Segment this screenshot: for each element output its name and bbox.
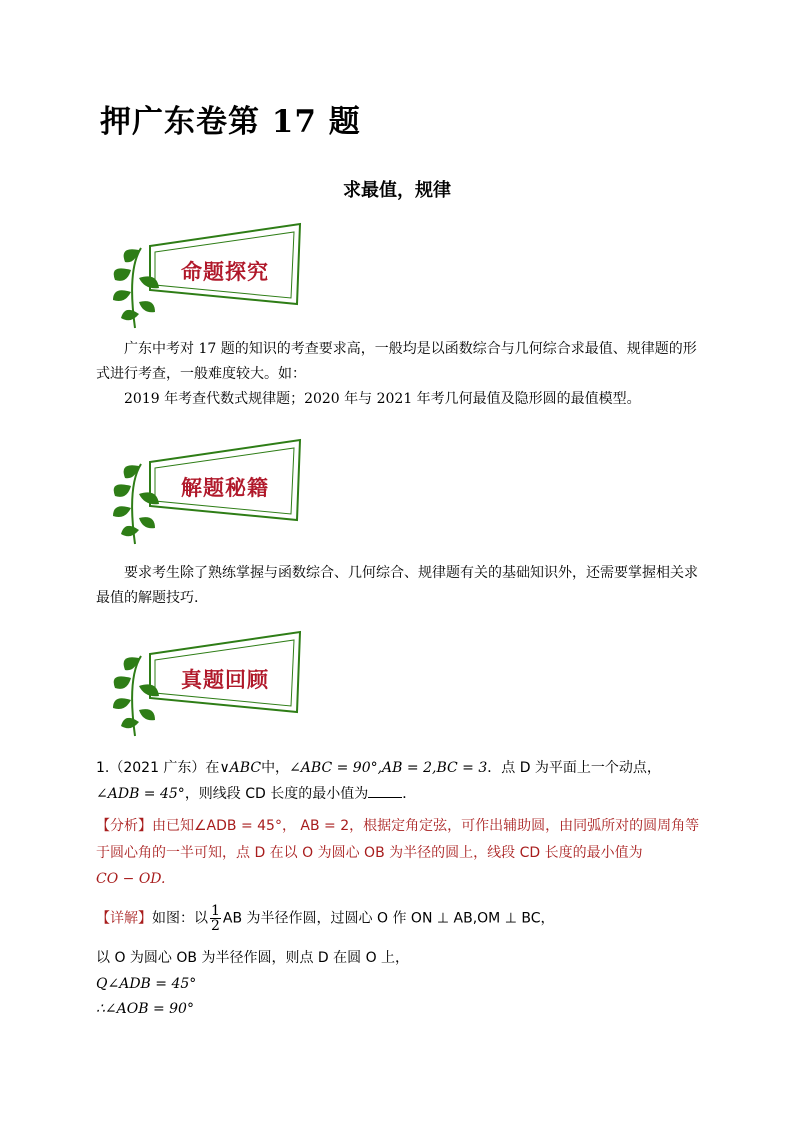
section-label: 命题探究 — [181, 259, 269, 284]
fraction-numerator: 1 — [211, 903, 220, 919]
analysis-line-1 — [96, 814, 706, 839]
detail-line-2: 以 O 为圆心 OB 为半径作圆，则点 D 在圆 O 上， — [96, 950, 410, 966]
analysis-line-3 — [96, 867, 706, 892]
page-subtitle: 求最值，规律 — [343, 180, 451, 201]
question-line-2 — [96, 782, 706, 807]
question-text: ．点 D 为平面上一个动点， — [487, 760, 661, 776]
section-banner-2 — [95, 434, 310, 552]
section-label: 真题回顾 — [181, 667, 269, 692]
detail-text: 如图：以 — [152, 910, 208, 927]
answer-blank[interactable] — [368, 783, 402, 798]
analysis-line-2: 于圆心角的一半可知，点 D 在以 O 为圆心 OB 为半径的圆上，线段 CD 长度的最小值为 — [96, 845, 643, 861]
intro-paragraph: 广东中考对 17 题的知识的考查要求高，一般均是以函数综合与几何综合求最值、规律题的形式进行考查，一般难度较大。如： — [96, 341, 697, 382]
section-label: 解题秘籍 — [181, 475, 269, 500]
detail-text: AB 为半径作圆，过圆心 O 作 ON ⊥ AB,OM ⊥ BC， — [222, 910, 555, 927]
fraction-denominator: 2 — [211, 918, 220, 934]
detail-line-4 — [96, 997, 706, 1022]
triangle-symbol: ∨ABC — [219, 760, 262, 776]
angle-condition: ∠ADB = 45° — [96, 786, 185, 802]
detail-tag: 【详解】 — [96, 910, 152, 927]
analysis-text: 由已知∠ADB = 45°， AB = 2，根据定角定弦，可作出辅助圆，由同弧所对的圆周角等 — [152, 818, 700, 834]
question-text: ，则线段 CD 长度的最小值为 — [184, 786, 369, 802]
analysis-tag: 【分析】 — [96, 818, 152, 834]
detail-formula: ∴∠AOB = 90° — [96, 1001, 194, 1017]
fraction-one-half — [210, 904, 221, 933]
question-number: 1.（2021 广东）在 — [96, 760, 220, 776]
tips-paragraph: 要求考生除了熟练掌握与函数综合、几何综合、规律题有关的基础知识外，还需要掌握相关求最值的解题技巧. — [96, 565, 698, 606]
question-text: 中， — [261, 760, 290, 776]
detail-line-1 — [96, 904, 706, 933]
intro-paragraph-2: 2019 年考查代数式规律题；2020 年与 2021 年考几何最值及隐形圆的最值模型。 — [124, 391, 641, 407]
page-title: 押广东卷第 17 题 — [100, 104, 361, 140]
detail-line-3 — [96, 972, 706, 997]
question-text: ． — [402, 786, 417, 802]
section-banner-1 — [95, 218, 310, 336]
detail-formula: Q∠ADB = 45° — [96, 976, 197, 992]
question-condition: ∠ABC = 90°,AB = 2,BC = 3 — [289, 760, 488, 776]
question-line-1 — [96, 756, 706, 781]
analysis-formula: CO − OD. — [96, 871, 166, 887]
section-banner-3 — [95, 626, 310, 744]
